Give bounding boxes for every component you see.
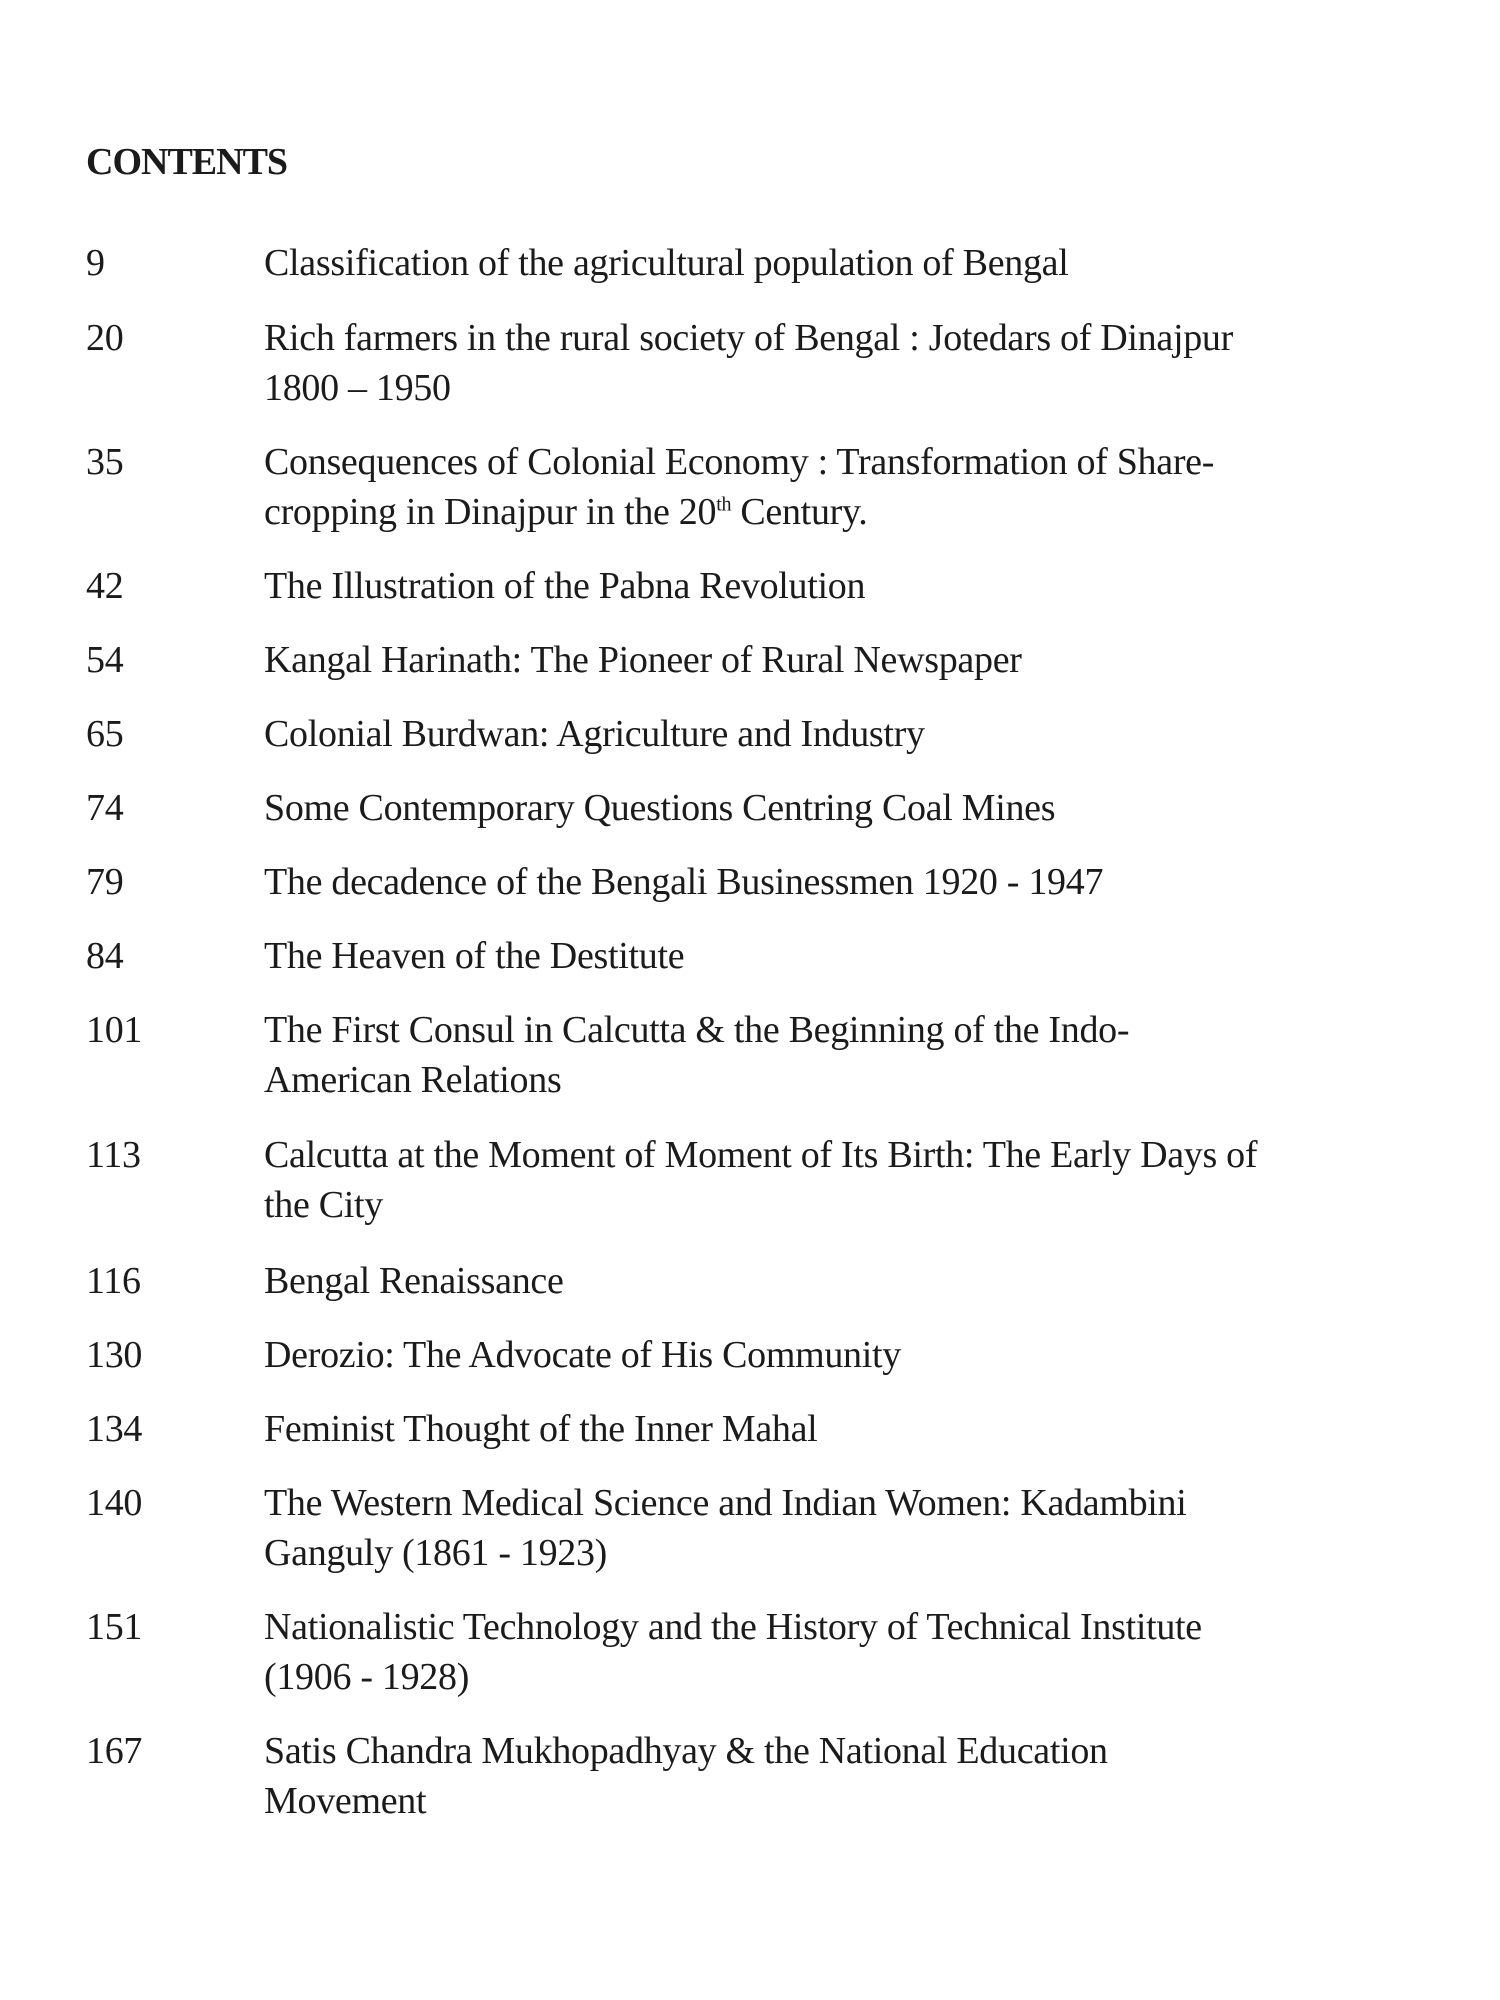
page-number: 35 (86, 441, 124, 483)
chapter-title: The First Consul in Calcutta & the Beginning of the Indo- American Relations (264, 1009, 1130, 1101)
page-number: 101 (86, 1009, 143, 1051)
chapter-title: The Illustration of the Pabna Revolution (264, 565, 866, 607)
chapter-title: Kangal Harinath: The Pioneer of Rural Newspaper (264, 639, 1022, 681)
chapter-title: Colonial Burdwan: Agriculture and Industry (264, 713, 925, 755)
chapter-title: Consequences of Colonial Economy : Transformation of Share- cropping in Dinajpur in the 20th Century. (264, 441, 1215, 533)
page-number: 20 (86, 317, 124, 359)
page-number: 134 (86, 1408, 143, 1450)
chapter-title: Some Contemporary Questions Centring Coal Mines (264, 787, 1056, 829)
page-number: 130 (86, 1334, 143, 1376)
chapter-title: The Western Medical Science and Indian Women: Kadambini Ganguly (1861 - 1923) (264, 1482, 1187, 1574)
page-number: 167 (86, 1730, 143, 1772)
chapter-title: Feminist Thought of the Inner Mahal (264, 1408, 818, 1450)
page-number: 84 (86, 935, 124, 977)
page-title: CONTENTS (86, 141, 288, 183)
page-number: 54 (86, 639, 124, 681)
page-number: 9 (86, 242, 105, 284)
chapter-title: Rich farmers in the rural society of Bengal : Jotedars of Dinajpur 1800 – 1950 (264, 317, 1233, 409)
chapter-title: Calcutta at the Moment of Moment of Its Birth: The Early Days of the City (264, 1134, 1258, 1226)
chapter-title: The Heaven of the Destitute (264, 935, 685, 977)
page-number: 79 (86, 861, 124, 903)
chapter-title: Derozio: The Advocate of His Community (264, 1334, 901, 1376)
page-number: 65 (86, 713, 124, 755)
page-number: 140 (86, 1482, 143, 1524)
chapter-title: Satis Chandra Mukhopadhyay & the National Education Movement (264, 1730, 1108, 1822)
page-number: 42 (86, 565, 124, 607)
page-number: 74 (86, 787, 124, 829)
chapter-title: Classification of the agricultural population of Bengal (264, 242, 1069, 284)
page-number: 151 (86, 1606, 143, 1648)
chapter-title: Nationalistic Technology and the History of Technical Institute (1906 - 1928) (264, 1606, 1202, 1698)
chapter-title: Bengal Renaissance (264, 1260, 564, 1302)
chapter-title: The decadence of the Bengali Businessmen 1920 - 1947 (264, 861, 1104, 903)
page-number: 113 (86, 1134, 141, 1176)
page-number: 116 (86, 1260, 141, 1302)
